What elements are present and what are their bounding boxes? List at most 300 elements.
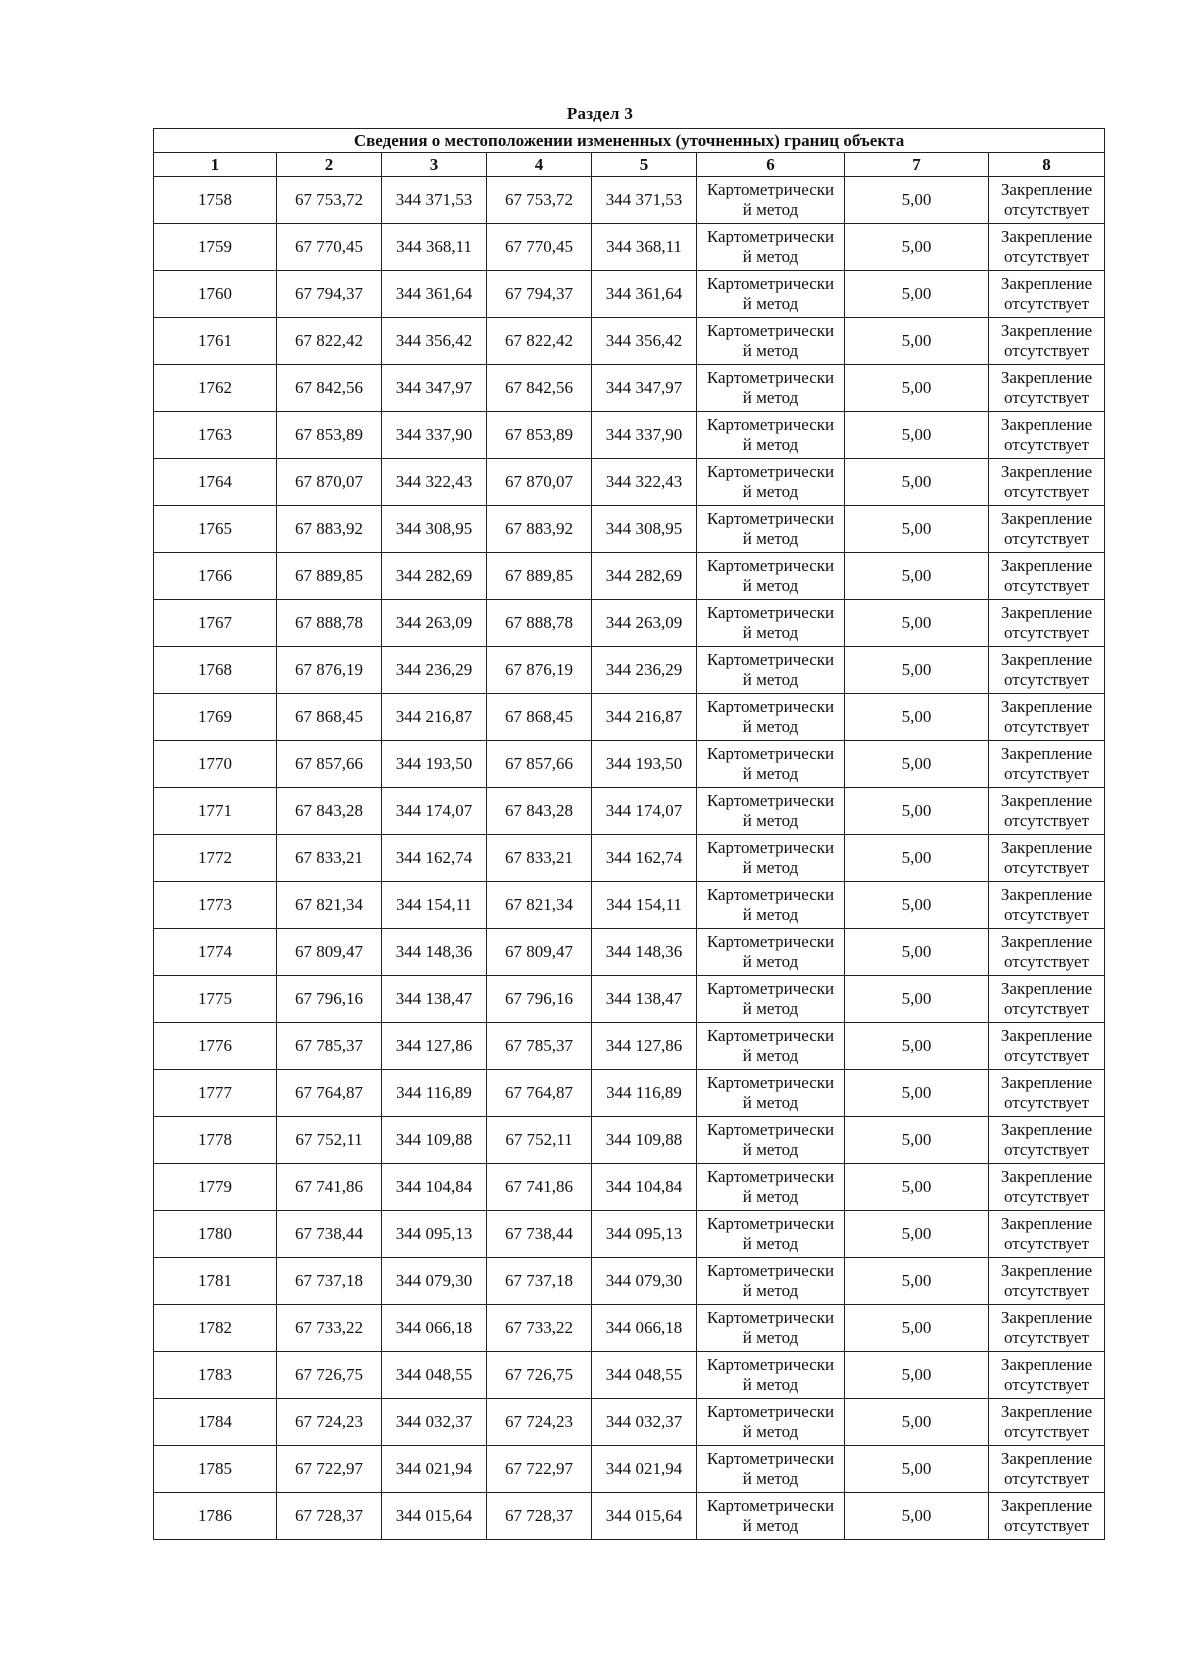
point-number-cell: 1782 <box>154 1305 277 1352</box>
method-cell <box>697 1399 845 1446</box>
method-text-line: Картометрически <box>706 885 835 904</box>
point-number-cell: 1768 <box>154 647 277 694</box>
new-x-cell: 67 853,89 <box>487 412 592 459</box>
method-text-line: Картометрически <box>706 1496 835 1515</box>
point-number-cell: 1778 <box>154 1117 277 1164</box>
fixation-text-line: Закрепление <box>1000 603 1093 622</box>
new-x-cell: 67 888,78 <box>487 600 592 647</box>
new-y-cell: 344 162,74 <box>592 835 697 882</box>
fixation-text-line: Закрепление <box>1000 979 1093 998</box>
new-y-cell: 344 095,13 <box>592 1211 697 1258</box>
point-number-cell: 1761 <box>154 318 277 365</box>
method-text-line: й метод <box>742 764 799 783</box>
accuracy-cell: 5,00 <box>845 1352 989 1399</box>
existing-x-cell: 67 843,28 <box>277 788 382 835</box>
table-row <box>154 506 1105 553</box>
accuracy-cell: 5,00 <box>845 1399 989 1446</box>
method-cell <box>697 1305 845 1352</box>
method-text-line: й метод <box>742 294 799 313</box>
method-text-line: Картометрически <box>706 509 835 528</box>
table-row <box>154 741 1105 788</box>
fixation-text-line: Закрепление <box>1000 1167 1093 1186</box>
method-text-line: Картометрически <box>706 368 835 387</box>
fixation-cell <box>989 459 1105 506</box>
existing-x-cell: 67 870,07 <box>277 459 382 506</box>
method-cell <box>697 1117 845 1164</box>
column-number-3: 3 <box>382 153 487 177</box>
method-cell <box>697 694 845 741</box>
method-text-line: й метод <box>742 1422 799 1441</box>
method-cell <box>697 224 845 271</box>
method-text-line: й метод <box>742 247 799 266</box>
existing-y-cell: 344 216,87 <box>382 694 487 741</box>
new-x-cell: 67 876,19 <box>487 647 592 694</box>
fixation-text-line: Закрепление <box>1000 1308 1093 1327</box>
method-text-line: Картометрически <box>706 1214 835 1233</box>
table-row <box>154 318 1105 365</box>
fixation-cell <box>989 1305 1105 1352</box>
fixation-text-line: отсутствует <box>1003 905 1090 924</box>
point-number-cell: 1784 <box>154 1399 277 1446</box>
fixation-cell <box>989 882 1105 929</box>
point-number-cell: 1770 <box>154 741 277 788</box>
method-text-line: й метод <box>742 717 799 736</box>
existing-y-cell: 344 154,11 <box>382 882 487 929</box>
method-text-line: Картометрически <box>706 979 835 998</box>
point-number-cell: 1781 <box>154 1258 277 1305</box>
point-number-cell: 1785 <box>154 1446 277 1493</box>
existing-x-cell: 67 822,42 <box>277 318 382 365</box>
new-y-cell: 344 048,55 <box>592 1352 697 1399</box>
method-cell <box>697 1258 845 1305</box>
accuracy-cell: 5,00 <box>845 1258 989 1305</box>
column-number-5: 5 <box>592 153 697 177</box>
fixation-cell <box>989 1258 1105 1305</box>
new-y-cell: 344 322,43 <box>592 459 697 506</box>
method-cell <box>697 365 845 412</box>
table-row <box>154 1305 1105 1352</box>
method-text-line: й метод <box>742 482 799 501</box>
accuracy-cell: 5,00 <box>845 976 989 1023</box>
point-number-cell: 1765 <box>154 506 277 553</box>
fixation-text-line: Закрепление <box>1000 415 1093 434</box>
fixation-text-line: Закрепление <box>1000 1026 1093 1045</box>
existing-y-cell: 344 015,64 <box>382 1493 487 1540</box>
fixation-text-line: отсутствует <box>1003 388 1090 407</box>
accuracy-cell: 5,00 <box>845 1446 989 1493</box>
accuracy-cell: 5,00 <box>845 741 989 788</box>
new-x-cell: 67 809,47 <box>487 929 592 976</box>
new-x-cell: 67 842,56 <box>487 365 592 412</box>
fixation-text-line: отсутствует <box>1003 1281 1090 1300</box>
existing-y-cell: 344 308,95 <box>382 506 487 553</box>
accuracy-cell: 5,00 <box>845 365 989 412</box>
existing-y-cell: 344 337,90 <box>382 412 487 459</box>
table-row <box>154 694 1105 741</box>
point-number-cell: 1775 <box>154 976 277 1023</box>
method-cell <box>697 835 845 882</box>
accuracy-cell: 5,00 <box>845 1070 989 1117</box>
existing-y-cell: 344 282,69 <box>382 553 487 600</box>
table-row <box>154 459 1105 506</box>
fixation-text-line: Закрепление <box>1000 885 1093 904</box>
point-number-cell: 1783 <box>154 1352 277 1399</box>
new-y-cell: 344 263,09 <box>592 600 697 647</box>
existing-x-cell: 67 770,45 <box>277 224 382 271</box>
new-y-cell: 344 368,11 <box>592 224 697 271</box>
point-number-cell: 1776 <box>154 1023 277 1070</box>
fixation-cell <box>989 1493 1105 1540</box>
existing-x-cell: 67 753,72 <box>277 177 382 224</box>
method-text-line: Картометрически <box>706 1120 835 1139</box>
method-cell <box>697 271 845 318</box>
existing-y-cell: 344 138,47 <box>382 976 487 1023</box>
fixation-cell <box>989 788 1105 835</box>
point-number-cell: 1762 <box>154 365 277 412</box>
fixation-text-line: Закрепление <box>1000 321 1093 340</box>
accuracy-cell: 5,00 <box>845 882 989 929</box>
method-text-line: Картометрически <box>706 744 835 763</box>
new-y-cell: 344 282,69 <box>592 553 697 600</box>
accuracy-cell: 5,00 <box>845 1117 989 1164</box>
existing-x-cell: 67 796,16 <box>277 976 382 1023</box>
existing-y-cell: 344 193,50 <box>382 741 487 788</box>
table-row <box>154 788 1105 835</box>
method-cell <box>697 741 845 788</box>
point-number-cell: 1780 <box>154 1211 277 1258</box>
method-cell <box>697 929 845 976</box>
fixation-text-line: отсутствует <box>1003 1375 1090 1394</box>
table-row <box>154 1117 1105 1164</box>
point-number-cell: 1758 <box>154 177 277 224</box>
new-y-cell: 344 356,42 <box>592 318 697 365</box>
new-x-cell: 67 728,37 <box>487 1493 592 1540</box>
section-title: Раздел 3 <box>566 104 634 123</box>
fixation-text-line: Закрепление <box>1000 556 1093 575</box>
point-number-cell: 1760 <box>154 271 277 318</box>
fixation-text-line: отсутствует <box>1003 247 1090 266</box>
method-text-line: й метод <box>742 1281 799 1300</box>
existing-x-cell: 67 728,37 <box>277 1493 382 1540</box>
method-cell <box>697 1493 845 1540</box>
table-row <box>154 271 1105 318</box>
fixation-text-line: отсутствует <box>1003 1469 1090 1488</box>
point-number-cell: 1779 <box>154 1164 277 1211</box>
boundary-coordinates-table <box>153 128 1105 1540</box>
accuracy-cell: 5,00 <box>845 553 989 600</box>
method-text-line: Картометрически <box>706 462 835 481</box>
fixation-text-line: отсутствует <box>1003 1234 1090 1253</box>
table-row <box>154 412 1105 459</box>
fixation-text-line: отсутствует <box>1003 999 1090 1018</box>
method-text-line: й метод <box>742 435 799 454</box>
existing-x-cell: 67 733,22 <box>277 1305 382 1352</box>
column-number-7: 7 <box>845 153 989 177</box>
accuracy-cell: 5,00 <box>845 600 989 647</box>
point-number-cell: 1777 <box>154 1070 277 1117</box>
new-y-cell: 344 032,37 <box>592 1399 697 1446</box>
new-y-cell: 344 337,90 <box>592 412 697 459</box>
table-row <box>154 882 1105 929</box>
fixation-text-line: отсутствует <box>1003 1140 1090 1159</box>
new-y-cell: 344 021,94 <box>592 1446 697 1493</box>
fixation-text-line: Закрепление <box>1000 274 1093 293</box>
fixation-text-line: Закрепление <box>1000 227 1093 246</box>
method-text-line: Картометрически <box>706 1073 835 1092</box>
accuracy-cell: 5,00 <box>845 1305 989 1352</box>
method-text-line: Картометрически <box>706 415 835 434</box>
point-number-cell: 1771 <box>154 788 277 835</box>
existing-y-cell: 344 104,84 <box>382 1164 487 1211</box>
method-cell <box>697 459 845 506</box>
new-y-cell: 344 347,97 <box>592 365 697 412</box>
point-number-cell: 1759 <box>154 224 277 271</box>
method-text-line: Картометрически <box>706 1308 835 1327</box>
accuracy-cell: 5,00 <box>845 318 989 365</box>
fixation-cell <box>989 1070 1105 1117</box>
point-number-cell: 1767 <box>154 600 277 647</box>
new-y-cell: 344 116,89 <box>592 1070 697 1117</box>
method-text-line: й метод <box>742 1093 799 1112</box>
fixation-cell <box>989 1446 1105 1493</box>
fixation-text-line: отсутствует <box>1003 1516 1090 1535</box>
point-number-cell: 1763 <box>154 412 277 459</box>
existing-x-cell: 67 764,87 <box>277 1070 382 1117</box>
fixation-text-line: Закрепление <box>1000 180 1093 199</box>
existing-y-cell: 344 127,86 <box>382 1023 487 1070</box>
method-text-line: й метод <box>742 1375 799 1394</box>
new-x-cell: 67 833,21 <box>487 835 592 882</box>
existing-x-cell: 67 857,66 <box>277 741 382 788</box>
fixation-text-line: отсутствует <box>1003 1093 1090 1112</box>
existing-x-cell: 67 876,19 <box>277 647 382 694</box>
new-y-cell: 344 174,07 <box>592 788 697 835</box>
new-x-cell: 67 857,66 <box>487 741 592 788</box>
new-y-cell: 344 148,36 <box>592 929 697 976</box>
new-y-cell: 344 079,30 <box>592 1258 697 1305</box>
method-text-line: й метод <box>742 670 799 689</box>
new-y-cell: 344 216,87 <box>592 694 697 741</box>
method-cell <box>697 177 845 224</box>
existing-x-cell: 67 785,37 <box>277 1023 382 1070</box>
fixation-cell <box>989 741 1105 788</box>
new-x-cell: 67 843,28 <box>487 788 592 835</box>
new-y-cell: 344 193,50 <box>592 741 697 788</box>
new-y-cell: 344 104,84 <box>592 1164 697 1211</box>
method-text-line: Картометрически <box>706 1355 835 1374</box>
existing-y-cell: 344 174,07 <box>382 788 487 835</box>
new-x-cell: 67 889,85 <box>487 553 592 600</box>
new-x-cell: 67 753,72 <box>487 177 592 224</box>
new-y-cell: 344 109,88 <box>592 1117 697 1164</box>
new-y-cell: 344 066,18 <box>592 1305 697 1352</box>
method-text-line: Картометрически <box>706 838 835 857</box>
column-number-1: 1 <box>154 153 277 177</box>
point-number-cell: 1764 <box>154 459 277 506</box>
fixation-text-line: отсутствует <box>1003 1422 1090 1441</box>
point-number-cell: 1766 <box>154 553 277 600</box>
fixation-text-line: Закрепление <box>1000 509 1093 528</box>
method-cell <box>697 318 845 365</box>
method-cell <box>697 647 845 694</box>
fixation-cell <box>989 271 1105 318</box>
existing-y-cell: 344 148,36 <box>382 929 487 976</box>
fixation-text-line: Закрепление <box>1000 697 1093 716</box>
method-text-line: й метод <box>742 1187 799 1206</box>
table-row <box>154 365 1105 412</box>
method-text-line: Картометрически <box>706 1449 835 1468</box>
fixation-cell <box>989 224 1105 271</box>
new-x-cell: 67 794,37 <box>487 271 592 318</box>
fixation-cell <box>989 976 1105 1023</box>
method-text-line: Картометрически <box>706 227 835 246</box>
accuracy-cell: 5,00 <box>845 694 989 741</box>
point-number-cell: 1772 <box>154 835 277 882</box>
table-row <box>154 1023 1105 1070</box>
table-row <box>154 1493 1105 1540</box>
table-row <box>154 177 1105 224</box>
fixation-text-line: Закрепление <box>1000 368 1093 387</box>
new-x-cell: 67 785,37 <box>487 1023 592 1070</box>
existing-y-cell: 344 347,97 <box>382 365 487 412</box>
table-row <box>154 1399 1105 1446</box>
accuracy-cell: 5,00 <box>845 1493 989 1540</box>
table-row <box>154 224 1105 271</box>
fixation-text-line: отсутствует <box>1003 576 1090 595</box>
new-x-cell: 67 770,45 <box>487 224 592 271</box>
fixation-text-line: отсутствует <box>1003 811 1090 830</box>
existing-x-cell: 67 868,45 <box>277 694 382 741</box>
method-text-line: й метод <box>742 1469 799 1488</box>
accuracy-cell: 5,00 <box>845 224 989 271</box>
new-y-cell: 344 361,64 <box>592 271 697 318</box>
existing-x-cell: 67 738,44 <box>277 1211 382 1258</box>
table-row <box>154 1258 1105 1305</box>
new-y-cell: 344 308,95 <box>592 506 697 553</box>
fixation-cell <box>989 365 1105 412</box>
table-row <box>154 553 1105 600</box>
fixation-text-line: Закрепление <box>1000 791 1093 810</box>
method-text-line: Картометрически <box>706 1026 835 1045</box>
fixation-text-line: Закрепление <box>1000 838 1093 857</box>
new-x-cell: 67 870,07 <box>487 459 592 506</box>
fixation-text-line: отсутствует <box>1003 1187 1090 1206</box>
method-text-line: й метод <box>742 388 799 407</box>
existing-x-cell: 67 842,56 <box>277 365 382 412</box>
method-text-line: Картометрически <box>706 932 835 951</box>
method-text-line: Картометрически <box>706 274 835 293</box>
existing-x-cell: 67 724,23 <box>277 1399 382 1446</box>
table-row <box>154 1446 1105 1493</box>
method-text-line: й метод <box>742 576 799 595</box>
fixation-text-line: Закрепление <box>1000 462 1093 481</box>
fixation-text-line: отсутствует <box>1003 435 1090 454</box>
accuracy-cell: 5,00 <box>845 788 989 835</box>
fixation-text-line: Закрепление <box>1000 1449 1093 1468</box>
accuracy-cell: 5,00 <box>845 506 989 553</box>
method-cell <box>697 976 845 1023</box>
table-row <box>154 929 1105 976</box>
method-text-line: й метод <box>742 1046 799 1065</box>
method-text-line: й метод <box>742 623 799 642</box>
existing-y-cell: 344 066,18 <box>382 1305 487 1352</box>
existing-y-cell: 344 356,42 <box>382 318 487 365</box>
new-y-cell: 344 154,11 <box>592 882 697 929</box>
method-cell <box>697 412 845 459</box>
fixation-cell <box>989 553 1105 600</box>
existing-y-cell: 344 263,09 <box>382 600 487 647</box>
new-y-cell: 344 371,53 <box>592 177 697 224</box>
accuracy-cell: 5,00 <box>845 177 989 224</box>
existing-y-cell: 344 109,88 <box>382 1117 487 1164</box>
fixation-text-line: отсутствует <box>1003 294 1090 313</box>
new-y-cell: 344 127,86 <box>592 1023 697 1070</box>
existing-y-cell: 344 361,64 <box>382 271 487 318</box>
method-text-line: Картометрически <box>706 321 835 340</box>
method-cell <box>697 506 845 553</box>
accuracy-cell: 5,00 <box>845 271 989 318</box>
new-x-cell: 67 868,45 <box>487 694 592 741</box>
existing-x-cell: 67 722,97 <box>277 1446 382 1493</box>
table-row <box>154 835 1105 882</box>
method-cell <box>697 1164 845 1211</box>
method-text-line: й метод <box>742 1140 799 1159</box>
fixation-text-line: Закрепление <box>1000 650 1093 669</box>
new-x-cell: 67 741,86 <box>487 1164 592 1211</box>
table-row <box>154 1070 1105 1117</box>
method-text-line: й метод <box>742 858 799 877</box>
fixation-text-line: Закрепление <box>1000 1214 1093 1233</box>
method-text-line: й метод <box>742 999 799 1018</box>
existing-x-cell: 67 888,78 <box>277 600 382 647</box>
new-x-cell: 67 821,34 <box>487 882 592 929</box>
fixation-text-line: отсутствует <box>1003 1328 1090 1347</box>
method-text-line: Картометрически <box>706 180 835 199</box>
fixation-cell <box>989 1352 1105 1399</box>
fixation-cell <box>989 835 1105 882</box>
existing-x-cell: 67 821,34 <box>277 882 382 929</box>
table-body <box>154 177 1105 1540</box>
new-x-cell: 67 737,18 <box>487 1258 592 1305</box>
method-text-line: Картометрически <box>706 603 835 622</box>
method-cell <box>697 1446 845 1493</box>
existing-y-cell: 344 322,43 <box>382 459 487 506</box>
accuracy-cell: 5,00 <box>845 835 989 882</box>
method-text-line: Картометрически <box>706 697 835 716</box>
existing-y-cell: 344 032,37 <box>382 1399 487 1446</box>
fixation-cell <box>989 1211 1105 1258</box>
method-cell <box>697 1023 845 1070</box>
column-number-6: 6 <box>697 153 845 177</box>
accuracy-cell: 5,00 <box>845 1164 989 1211</box>
fixation-cell <box>989 412 1105 459</box>
column-number-row <box>154 153 1105 177</box>
existing-x-cell: 67 794,37 <box>277 271 382 318</box>
table-row <box>154 1164 1105 1211</box>
method-cell <box>697 600 845 647</box>
method-text-line: й метод <box>742 200 799 219</box>
fixation-text-line: Закрепление <box>1000 1355 1093 1374</box>
accuracy-cell: 5,00 <box>845 412 989 459</box>
fixation-cell <box>989 1023 1105 1070</box>
fixation-text-line: отсутствует <box>1003 623 1090 642</box>
new-y-cell: 344 015,64 <box>592 1493 697 1540</box>
fixation-cell <box>989 1399 1105 1446</box>
column-number-4: 4 <box>487 153 592 177</box>
fixation-cell <box>989 506 1105 553</box>
existing-y-cell: 344 095,13 <box>382 1211 487 1258</box>
fixation-text-line: Закрепление <box>1000 1120 1093 1139</box>
